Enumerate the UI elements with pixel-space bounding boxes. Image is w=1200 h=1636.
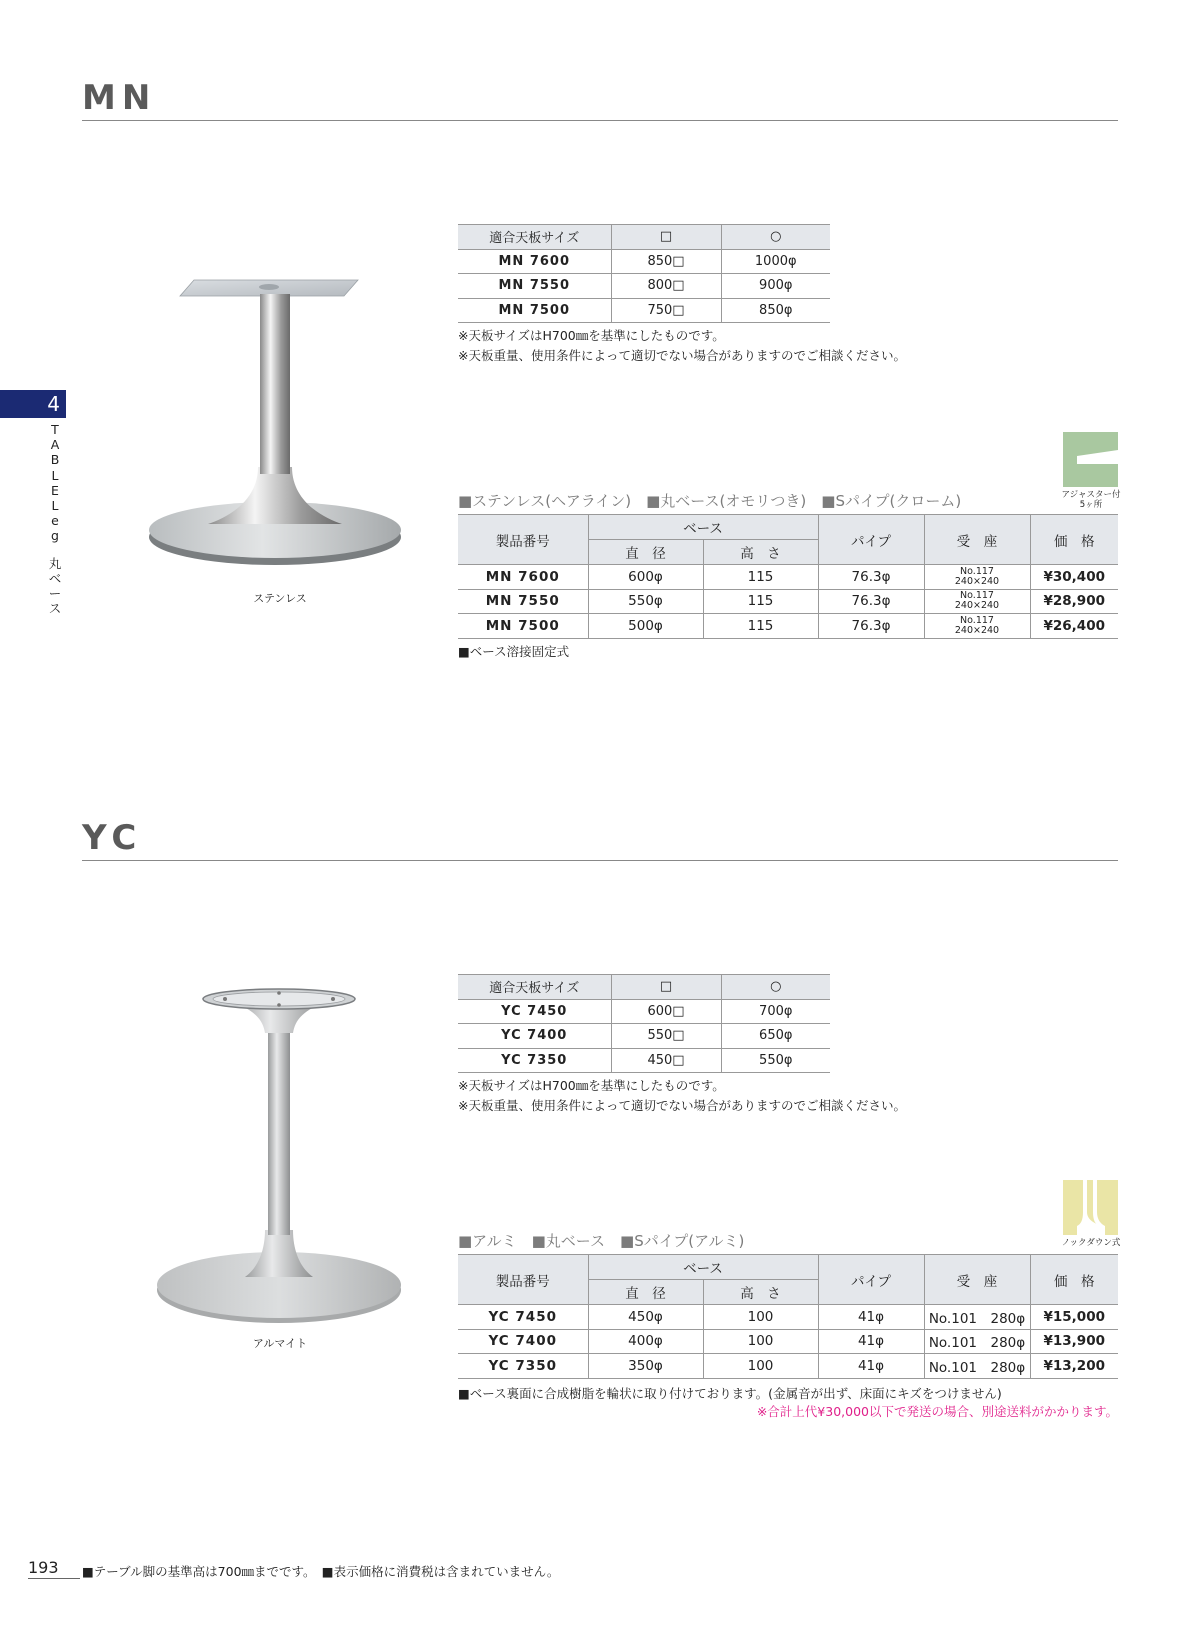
- table-row: MN 7550 800□ 900φ: [458, 274, 830, 299]
- table-row: MN 7500 750□ 850φ: [458, 298, 830, 323]
- size-header-round: ○: [721, 975, 830, 1000]
- table-row: YC 7350 450□ 550φ: [458, 1048, 830, 1073]
- yc-size-table: [458, 974, 830, 1073]
- table-row: MN 7600 600φ 115 76.3φ No.117 240×240 ¥30,400: [458, 565, 1118, 590]
- chapter-tab: [0, 390, 66, 418]
- table-row: YC 7400 550□ 650φ: [458, 1024, 830, 1049]
- mn-size-table: [458, 224, 830, 323]
- header-height: 高 さ: [703, 1280, 818, 1305]
- mn-table-leg-photo: [148, 272, 418, 582]
- size-header-label: 適合天板サイズ: [458, 225, 611, 250]
- section-rule: [82, 120, 1118, 121]
- header-seat: 受 座: [924, 515, 1030, 565]
- header-pipe: パイプ: [818, 515, 924, 565]
- table-row: MN 7500 500φ 115 76.3φ No.117 240×240 ¥26,400: [458, 614, 1118, 639]
- yc-table-leg-photo: [155, 985, 410, 1330]
- header-diameter: 直 径: [588, 540, 703, 565]
- header-height: 高 さ: [703, 540, 818, 565]
- header-base: ベース: [588, 1255, 818, 1280]
- table-row: MN 7600 850□ 1000φ: [458, 249, 830, 274]
- adjuster-icon: [1063, 432, 1118, 487]
- yc-spec-heading: ■アルミ ■丸ベース ■Sパイプ(アルミ): [458, 1232, 745, 1250]
- shipping-note: ※合計上代¥30,000以下で発送の場合、別途送料がかかります。: [756, 1404, 1118, 1419]
- header-pipe: パイプ: [818, 1255, 924, 1305]
- header-price: 価 格: [1030, 1255, 1118, 1305]
- size-header-label: 適合天板サイズ: [458, 975, 611, 1000]
- page-number: 193: [28, 1558, 59, 1577]
- section-title-mn: MN: [82, 78, 157, 118]
- size-header-round: ○: [721, 225, 830, 250]
- section-title-yc: YC: [82, 818, 143, 858]
- mn-notes: ※天板サイズはH700㎜を基準にしたものです。 ※天板重量、使用条件によって適切でない場合がありますのでご相談ください。: [458, 328, 906, 363]
- yc-icon-caption: ノックダウン式: [1061, 1238, 1121, 1248]
- yc-photo-caption: アルマイト: [252, 1337, 308, 1350]
- mn-icon-caption: アジャスター付 5ヶ所: [1061, 490, 1121, 510]
- header-seat: 受 座: [924, 1255, 1030, 1305]
- size-header-square: □: [611, 975, 721, 1000]
- header-code: 製品番号: [458, 1255, 588, 1305]
- mn-spec-heading: ■ステンレス(ヘアライン) ■丸ベース(オモリつき) ■Sパイプ(クローム): [458, 492, 962, 510]
- header-base: ベース: [588, 515, 818, 540]
- table-row: YC 7400 400φ 100 41φ No.101 280φ ¥13,900: [458, 1329, 1118, 1354]
- header-diameter: 直 径: [588, 1280, 703, 1305]
- knockdown-icon: [1063, 1180, 1118, 1235]
- header-code: 製品番号: [458, 515, 588, 565]
- chapter-number: 4: [47, 392, 60, 416]
- yc-notes: ※天板サイズはH700㎜を基準にしたものです。 ※天板重量、使用条件によって適切でない場合がありますのでご相談ください。: [458, 1078, 906, 1113]
- table-row: MN 7550 550φ 115 76.3φ No.117 240×240 ¥28,900: [458, 589, 1118, 614]
- mn-post-note: ■ベース溶接固定式: [458, 644, 570, 659]
- side-vertical-label: T A B L E L e g 丸 ベ ー ス: [48, 422, 62, 617]
- yc-spec-table: [458, 1254, 1118, 1379]
- yc-post-note: ■ベース裏面に合成樹脂を輪状に取り付けております。(金属音が出ず、床面にキズをつけません): [458, 1386, 1002, 1401]
- footer-note: ■テーブル脚の基準高は700㎜までです。 ■表示価格に消費税は含まれていません。: [82, 1564, 560, 1579]
- table-row: YC 7350 350φ 100 41φ No.101 280φ ¥13,200: [458, 1354, 1118, 1379]
- footer-rule: [28, 1578, 80, 1579]
- section-rule: [82, 860, 1118, 861]
- table-row: YC 7450 600□ 700φ: [458, 999, 830, 1024]
- header-price: 価 格: [1030, 515, 1118, 565]
- table-row: YC 7450 450φ 100 41φ No.101 280φ ¥15,000: [458, 1305, 1118, 1330]
- size-header-square: □: [611, 225, 721, 250]
- mn-spec-table: [458, 514, 1118, 639]
- mn-photo-caption: ステンレス: [253, 592, 307, 605]
